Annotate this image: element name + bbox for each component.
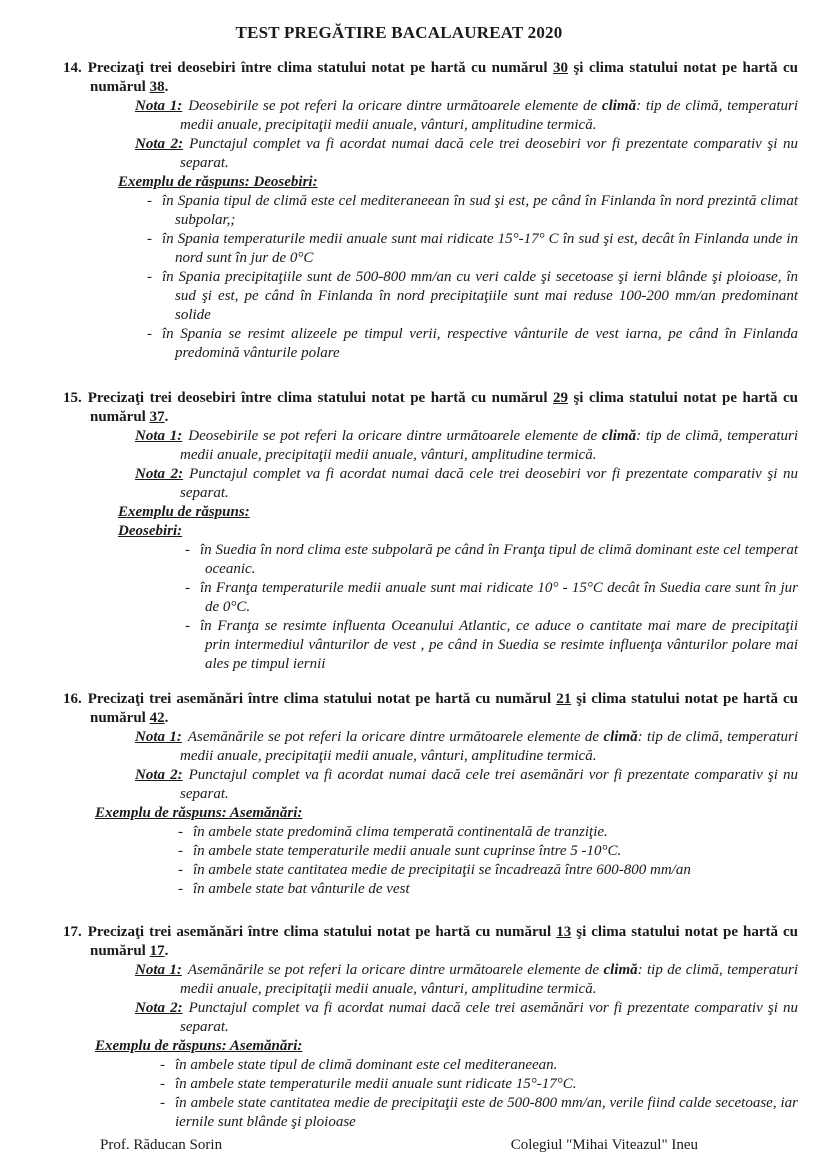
bullet-dash: -: [185, 580, 190, 596]
answer-bullet: [178, 842, 798, 861]
page-title: TEST PREGĂTIRE BACALAUREAT 2020: [235, 23, 563, 42]
question-header: [0, 923, 798, 961]
note-2: [0, 766, 798, 804]
note-text: Deosebirile se pot referi la oricare dintre următoarele elemente de: [188, 98, 602, 114]
question-header: [0, 389, 798, 427]
bullet-dash: -: [160, 1057, 165, 1073]
bullet-dash: -: [147, 269, 152, 285]
note-text: Punctajul complet va fi acordat numai dacă cele trei deosebiri vor fi prezentate comparativ şi nu separat.: [180, 136, 799, 171]
question-15: [0, 389, 798, 674]
question-text-part: Precizaţi trei deosebiri între clima statului notat pe hartă cu numărul: [87, 60, 553, 76]
note-text: Punctajul complet va fi acordat numai dacă cele trei asemănări vor fi prezentate comparativ şi nu separat.: [180, 1000, 799, 1035]
map-number: 42: [149, 710, 165, 726]
note-text: : tip de climă, temperaturi medii anuale, precipitaţii medii anuale, vânturi, amplitudine termică.: [180, 729, 799, 764]
bullet-text: în Spania temperaturile medii anuale sunt mai ridicate 15°-17° C în sud şi est, decât în Finlanda unde in nord sunt în jur de 0°C: [162, 231, 798, 266]
bullet-dash: -: [160, 1076, 165, 1092]
example-subheading: Deosebiri:: [118, 523, 183, 539]
answer-bullets: [0, 823, 798, 899]
map-number: 37: [149, 409, 165, 425]
bullet-dash: -: [178, 862, 183, 878]
bullet-dash: -: [178, 843, 183, 859]
map-number: 38: [149, 79, 165, 95]
bullet-dash: -: [160, 1095, 165, 1111]
note-label: Nota 2:: [135, 466, 184, 482]
map-number: 30: [552, 60, 568, 76]
question-text-part: Precizaţi trei deosebiri între clima statului notat pe hartă cu numărul: [87, 390, 553, 406]
question-number: 15.: [63, 390, 82, 406]
note-label: Nota 2:: [135, 767, 183, 783]
answer-bullet: [147, 192, 798, 230]
note-2: [0, 135, 798, 173]
question-number: 14.: [63, 60, 82, 76]
note-label: Nota 1:: [135, 962, 182, 978]
question-text-part: Precizaţi trei asemănări între clima statului notat pe hartă cu numărul: [87, 691, 557, 707]
bullet-text: în ambele state temperaturile medii anuale sunt ridicate 15°-17°C.: [175, 1076, 577, 1092]
bullet-text: în ambele state cantitatea medie de precipitaţii se încadrează între 600-800 mm/an: [193, 862, 691, 878]
example-heading: Exemplu de răspuns: Asemănări:: [95, 805, 303, 821]
answer-bullets: [0, 541, 798, 674]
note-label: Nota 1:: [135, 428, 183, 444]
note-label: Nota 1:: [135, 98, 183, 114]
note-text: Deosebirile se pot referi la oricare dintre următoarele elemente de: [188, 428, 602, 444]
map-number: 21: [556, 691, 572, 707]
question-number: 17.: [63, 924, 82, 940]
question-14: [0, 59, 798, 363]
question-text-part: .: [164, 79, 169, 95]
note-label: Nota 2:: [135, 136, 184, 152]
answer-bullet: [160, 1075, 798, 1094]
bullet-dash: -: [178, 881, 183, 897]
question-text-part: Precizaţi trei asemănări între clima statului notat pe hartă cu numărul: [87, 924, 557, 940]
bullet-text: în ambele state cantitatea medie de precipitaţii este de 500-800 mm/an, verile fiind calde secetoase, iar iernile sunt blânde şi ploioase: [175, 1095, 798, 1130]
bullet-dash: -: [147, 231, 152, 247]
question-17: [0, 923, 798, 1132]
map-number: 13: [556, 924, 572, 940]
page-footer: [0, 1136, 798, 1155]
bullet-text: în ambele state bat vânturile de vest: [193, 881, 410, 897]
note-label: Nota 1:: [135, 729, 182, 745]
answer-bullet: [147, 325, 798, 363]
note-1: [0, 97, 798, 135]
note-text: Punctajul complet va fi acordat numai dacă cele trei deosebiri vor fi prezentate comparativ şi nu separat.: [180, 466, 799, 501]
bullet-text: în ambele state predomină clima temperată continentală de tranziţie.: [193, 824, 608, 840]
answer-bullets: [0, 1056, 798, 1132]
answer-bullet: [178, 880, 798, 899]
bullet-dash: -: [147, 326, 152, 342]
answer-bullet: [185, 617, 798, 674]
note-emphasis: climă: [601, 428, 637, 444]
note-text: : tip de climă, temperaturi medii anuale, precipitaţii medii anuale, vânturi, amplitudine termică.: [180, 428, 799, 463]
note-emphasis: climă: [601, 98, 637, 114]
answer-bullet: [178, 823, 798, 842]
example-heading: Exemplu de răspuns: Deosebiri:: [118, 174, 318, 190]
answer-bullet: [178, 861, 798, 880]
bullet-text: în Spania tipul de climă este cel mediteraneean în sud şi est, pe când în Finlanda în nord prezintă climat subpolar,;: [162, 193, 798, 228]
question-number: 16.: [63, 691, 82, 707]
note-emphasis: climă: [603, 729, 638, 745]
question-text-part: şi clima statului notat pe hartă cu numărul: [90, 691, 799, 726]
note-label: Nota 2:: [135, 1000, 183, 1016]
question-text-part: .: [164, 943, 169, 959]
question-16: [0, 690, 798, 899]
note-text: Asemănările se pot referi la oricare dintre următoarele elemente de: [187, 962, 604, 978]
example-heading: Exemplu de răspuns: Asemănări:: [95, 1038, 303, 1054]
note-1: [0, 961, 798, 999]
note-2: [0, 465, 798, 503]
question-header: [0, 690, 798, 728]
bullet-text: în Franţa temperaturile medii anuale sunt mai ridicate 10° - 15°C decât în Suedia care sunt în jur de 0°C.: [200, 580, 798, 615]
map-number: 29: [552, 390, 568, 406]
footer-school: Colegiul "Mihai Viteazul" Ineu: [510, 1137, 698, 1153]
note-1: [0, 728, 798, 766]
question-text-part: şi clima statului notat pe hartă cu numărul: [90, 924, 799, 959]
bullet-text: în Franţa se resimte influenta Oceanului Atlantic, ce aduce o cantitate mai mare de precipitaţii prin intermediul vânturilor de vest , pe când in Suedia se resimte influenţa vânturilor polare mai ales pe timpul iernii: [200, 618, 798, 672]
bullet-text: în ambele state temperaturile medii anuale sunt cuprinse între 5 -10°C.: [193, 843, 622, 859]
answer-bullets: [0, 192, 798, 363]
note-text: Punctajul complet va fi acordat numai dacă cele trei asemănări vor fi prezentate comparativ şi nu separat.: [180, 767, 799, 802]
bullet-dash: -: [178, 824, 183, 840]
question-text-part: şi clima statului notat pe hartă cu numărul: [90, 390, 799, 425]
answer-bullet: [160, 1094, 798, 1132]
question-header: [0, 59, 798, 97]
footer-author: Prof. Răducan Sorin: [100, 1137, 223, 1153]
note-emphasis: climă: [603, 962, 638, 978]
bullet-dash: -: [185, 542, 190, 558]
note-text: : tip de climă, temperaturi medii anuale, precipitaţii medii anuale, vânturi, amplitudine termică.: [180, 962, 799, 997]
note-2: [0, 999, 798, 1037]
bullet-dash: -: [147, 193, 152, 209]
example-heading: Exemplu de răspuns:: [118, 504, 250, 520]
answer-bullet: [160, 1056, 798, 1075]
question-text-part: .: [164, 409, 169, 425]
bullet-text: în Spania precipitaţiile sunt de 500-800 mm/an cu veri calde şi secetoase şi ierni blânde şi ploioase, în sud şi est, pe când în Finlanda în nord precipitaţiile sunt mai reduse 100-200 mm/an predominant solide: [162, 269, 798, 323]
note-1: [0, 427, 798, 465]
bullet-text: în ambele state tipul de climă dominant este cel mediteraneean.: [175, 1057, 558, 1073]
question-text-part: .: [164, 710, 169, 726]
answer-bullet: [147, 230, 798, 268]
map-number: 17: [149, 943, 165, 959]
bullet-dash: -: [185, 618, 190, 634]
answer-bullet: [147, 268, 798, 325]
answer-bullet: [185, 541, 798, 579]
question-text-part: şi clima statului notat pe hartă cu numărul: [90, 60, 799, 95]
note-text: Asemănările se pot referi la oricare dintre următoarele elemente de: [187, 729, 604, 745]
note-text: : tip de climă, temperaturi medii anuale, precipitaţii medii anuale, vânturi, amplitudine termică.: [180, 98, 799, 133]
answer-bullet: [185, 579, 798, 617]
bullet-text: în Suedia în nord clima este subpolară pe când în Franţa tipul de climă dominant este cel temperat oceanic.: [200, 542, 798, 577]
bullet-text: în Spania se resimt alizeele pe timpul verii, respective vânturile de vest iarna, pe când în Finlanda predomină vânturile polare: [162, 326, 798, 361]
